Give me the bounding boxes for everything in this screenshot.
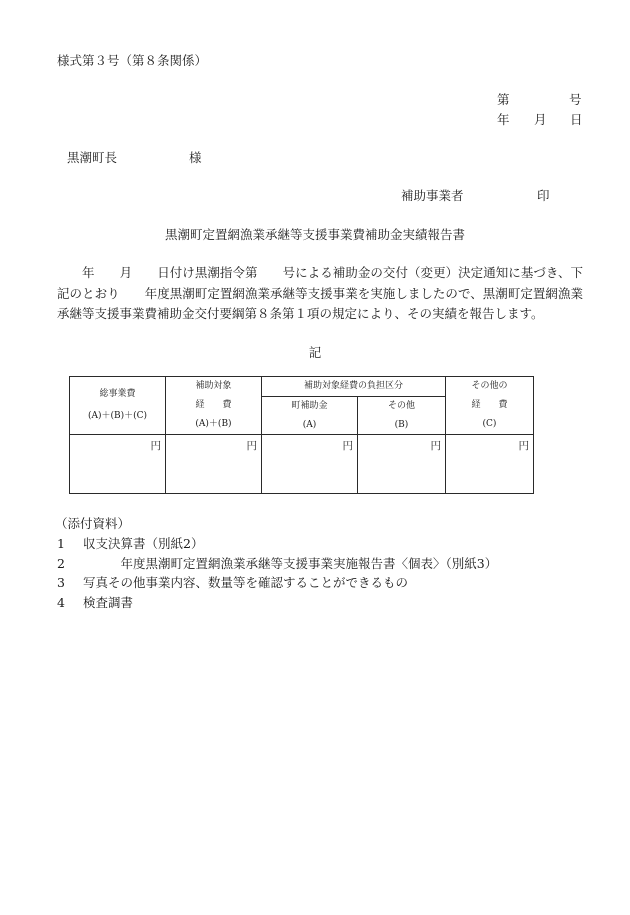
date-day-label: 日 (570, 112, 583, 127)
header-other-expense (446, 377, 534, 435)
header-total-cost (70, 377, 166, 435)
subsidy-target-formula: (A)＋(B) (195, 419, 232, 429)
attachment-number: 4 (57, 595, 65, 610)
addressee-name: 黒潮町長 (67, 150, 118, 165)
ki-heading: 記 (308, 345, 322, 360)
number-suffix: 号 (569, 92, 582, 107)
header-town-subsidy (262, 397, 358, 435)
attachment-number: 3 (57, 575, 65, 590)
other-expense-value: 円 (446, 435, 534, 494)
town-subsidy-label: 町補助金 (291, 400, 328, 411)
attachment-text: 検査調書 (83, 595, 134, 610)
attachments-heading: （添付資料） (55, 516, 131, 531)
header-subsidy-target (166, 377, 262, 435)
attachment-number: 2 (57, 556, 65, 571)
date-month-label: 月 (534, 112, 547, 127)
total-cost-value: 円 (70, 435, 166, 494)
other-expense-expense: 経 費 (471, 400, 508, 410)
body-paragraph: 年 月 日付け黒潮指令第 号による補助金の交付（変更）決定通知に基づき、下記のとおり 年度黒潮町定置網漁業承継等支援事業を実施しましたので、黒潮町定置網漁業承継等支援事業費補助金交付要綱第８条第１項の規定により、その実績を報告します。 (57, 265, 583, 321)
other-expense-label: その他の (471, 381, 508, 391)
attachment-number: 1 (57, 536, 65, 551)
other-value: 円 (358, 435, 446, 494)
attachment-item (57, 554, 497, 574)
subsidy-target-value: 円 (166, 435, 262, 494)
total-cost-label: 総事業費 (99, 389, 136, 399)
header-other (358, 397, 446, 435)
other-label: その他 (387, 400, 415, 411)
date-year-label: 年 (497, 112, 510, 127)
seal-mark: 印 (537, 188, 550, 203)
attachment-text: 写真その他事業内容、数量等を確認することができるもの (83, 575, 409, 590)
number-prefix: 第 (497, 92, 510, 107)
header-share: 補助対象経費の負担区分 (262, 377, 446, 397)
document-title: 黒潮町定置網漁業承継等支援事業費補助金実績報告書 (164, 227, 465, 242)
subsidy-target-label: 補助対象 (195, 381, 232, 391)
other-expense-code: (C) (482, 419, 497, 429)
town-subsidy-value: 円 (262, 435, 358, 494)
attachment-item (57, 534, 203, 554)
attachment-item (57, 573, 408, 593)
addressee-honorific: 様 (189, 150, 202, 165)
form-number: 様式第３号（第８条関係） (57, 53, 208, 68)
applicant-label: 補助事業者 (401, 188, 464, 203)
expense-table (69, 376, 534, 494)
other-code: (B) (394, 419, 409, 430)
total-cost-formula: (A)＋(B)＋(C) (87, 411, 148, 421)
attachment-text: 年度黒潮町定置網漁業承継等支援事業実施報告書〈個表〉（別紙3） (83, 556, 498, 571)
subsidy-target-expense: 経 費 (195, 400, 232, 410)
attachment-text: 収支決算書（別紙2） (83, 536, 204, 551)
attachment-item (57, 593, 133, 613)
town-subsidy-code: (A) (302, 419, 317, 430)
